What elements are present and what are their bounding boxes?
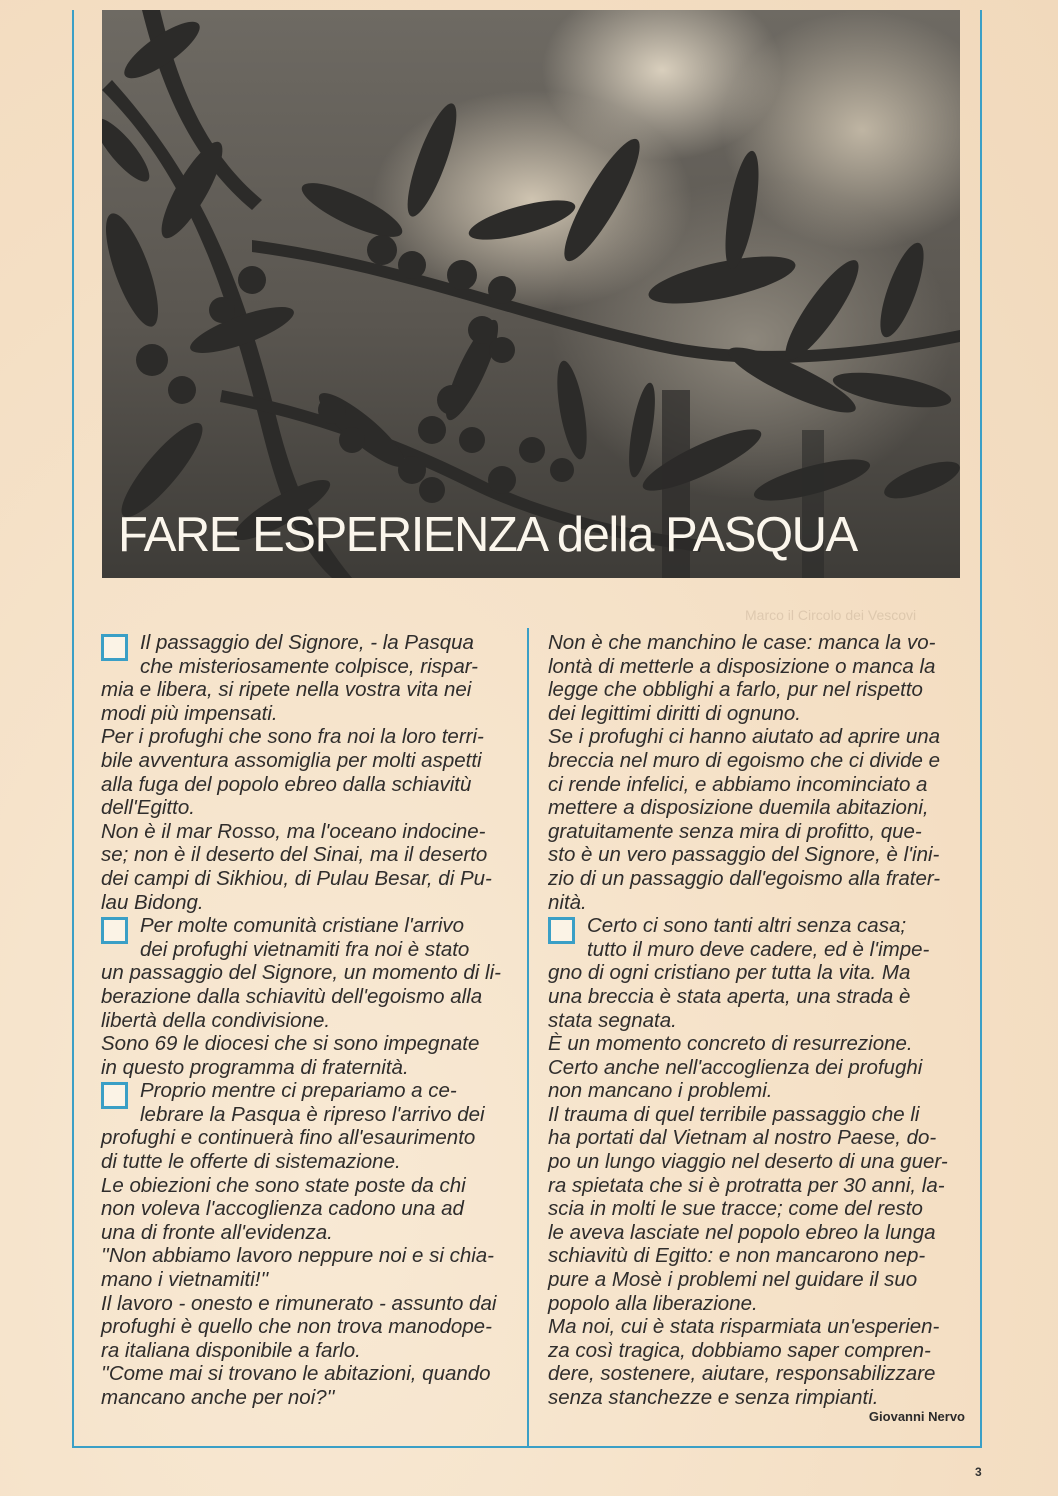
frame-line-right: [980, 10, 982, 1448]
paragraph: [101, 631, 509, 725]
paragraph: [101, 1292, 509, 1363]
text-line: mano i vietnamiti!'': [101, 1268, 269, 1292]
text-line: gno di ogni cristiano per tutta la vita. Ma: [548, 961, 911, 985]
text-line: Per molte comunità cristiane l'arrivo: [140, 914, 465, 938]
text-line: Ma noi, cui è stata risparmiata un'esperien-: [548, 1315, 940, 1339]
text-line: ra spietata che si è protratta per 30 anni, la-: [548, 1173, 945, 1197]
square-bullet-icon: [101, 917, 128, 944]
text-line: lontà di metterle a disposizione o manca la: [548, 654, 936, 678]
text-line: Proprio mentre ci prepariamo a ce-: [140, 1079, 457, 1103]
text-line: lebrare la Pasqua è ripreso l'arrivo dei: [140, 1102, 485, 1126]
text-line: ra italiana disponibile a farlo.: [101, 1338, 361, 1362]
text-line: È un momento concreto di resurrezione.: [548, 1032, 913, 1056]
text-line: una di fronte all'evidenza.: [101, 1220, 333, 1244]
header-photo-olive-branches: [102, 10, 960, 578]
text-line: gratuitamente senza mira di profitto, que-: [548, 819, 922, 843]
text-line: non mancano i problemi.: [548, 1079, 773, 1103]
text-line: profughi è quello che non trova manodope-: [101, 1315, 492, 1339]
text-line: senza stanchezze e senza rimpianti.: [548, 1386, 879, 1409]
text-line: mettere a disposizione duemila abitazioni,: [548, 796, 929, 820]
text-line: ''Come mai si trovano le abitazioni, quando: [101, 1362, 491, 1386]
page-number: 3: [975, 1465, 982, 1479]
paragraph: [101, 1079, 509, 1173]
text-line: una breccia è stata aperta, una strada è: [548, 984, 911, 1008]
paragraph: [101, 1174, 509, 1245]
text-line: stata segnata.: [548, 1008, 677, 1032]
text-line: le aveva lasciate nel popolo ebreo la lunga: [548, 1220, 936, 1244]
square-bullet-icon: [548, 917, 575, 944]
paragraph: [101, 914, 509, 1032]
paragraph: [548, 631, 963, 725]
text-line: dei profughi vietnamiti fra noi è stato: [140, 937, 470, 961]
text-line: Il passaggio del Signore, - la Pasqua: [140, 631, 474, 654]
text-line: profughi e continuerà fino all'esaurimento: [101, 1126, 476, 1150]
text-line: alla fuga del popolo ebreo dalla schiavitù: [101, 772, 472, 796]
paragraph: [101, 1244, 509, 1291]
text-line: di tutte le offerte di sistemazione.: [101, 1150, 401, 1174]
text-line: non voleva l'accoglienza cadono una ad: [101, 1197, 464, 1221]
paragraph: [548, 1103, 963, 1315]
text-line: Le obiezioni che sono state poste da chi: [101, 1173, 466, 1197]
text-line: zio di un passaggio dall'egoismo alla frater-: [548, 866, 941, 890]
square-bullet-icon: [101, 634, 128, 661]
text-line: berazione dalla schiavitù dell'egoismo alla: [101, 984, 483, 1008]
author-byline: Giovanni Nervo: [868, 1409, 965, 1424]
paragraph: [101, 820, 509, 914]
paragraph: [101, 1032, 509, 1079]
text-line: se; non è il deserto del Sinai, ma il deserto: [101, 843, 488, 867]
paragraph: [548, 1315, 963, 1409]
text-line: dell'Egitto.: [101, 796, 195, 820]
text-line: in questo programma di fraternità.: [101, 1055, 409, 1079]
paragraph: [548, 914, 963, 1032]
text-line: lau Bidong.: [101, 890, 204, 914]
text-line: popolo alla liberazione.: [548, 1291, 758, 1315]
text-line: Non è che manchino le case: manca la vo-: [548, 631, 936, 654]
text-line: mia e libera, si ripete nella vostra vita nei: [101, 678, 472, 702]
text-line: dei campi di Sikhiou, di Pulau Besar, di Pu-: [101, 866, 492, 890]
text-line: tutto il muro deve cadere, ed è l'impe-: [587, 937, 930, 961]
text-line: breccia nel muro di egoismo che ci divide e: [548, 748, 940, 772]
text-line: Certo anche nell'accoglienza dei profughi: [548, 1055, 923, 1079]
text-line: bile avventura assomiglia per molti aspetti: [101, 748, 482, 772]
article-title: FARE ESPERIENZA della PASQUA: [118, 508, 857, 562]
text-line: legge che obblighi a farlo, pur nel rispetto: [548, 678, 923, 702]
text-line: ha portati dal Vietnam al nostro Paese, do-: [548, 1126, 937, 1150]
square-bullet-icon: [101, 1082, 128, 1109]
paragraph: [101, 1362, 509, 1409]
text-line: Il trauma di quel terribile passaggio che li: [548, 1102, 920, 1126]
text-line: dei legittimi diritti di ognuno.: [548, 701, 801, 725]
olive-branch-illustration: [102, 10, 960, 578]
text-line: ''Non abbiamo lavoro neppure noi e si chia-: [101, 1244, 495, 1268]
text-line: po un lungo viaggio nel deserto di una guer-: [548, 1150, 948, 1174]
text-line: sto è un vero passaggio del Signore, è l'ini-: [548, 843, 940, 867]
text-line: za così tragica, dobbiamo saper compren-: [548, 1338, 931, 1362]
text-line: pure a Mosè i problemi nel guidare il suo: [548, 1268, 918, 1292]
text-line: modi più impensati.: [101, 701, 278, 725]
show-through-text: Marco il Circolo dei Vescovi: [745, 607, 917, 623]
text-line: Certo ci sono tanti altri senza casa;: [587, 914, 907, 938]
text-line: libertà della condivisione.: [101, 1008, 331, 1032]
text-line: ci rende infelici, e abbiamo incominciato a: [548, 772, 928, 796]
text-line: un passaggio del Signore, un momento di li-: [101, 961, 501, 985]
frame-line-left: [72, 10, 74, 1448]
text-line: scia in molti le sue tracce; come del resto: [548, 1197, 923, 1221]
text-line: Per i profughi che sono fra noi la loro terri-: [101, 725, 484, 749]
text-line: Non è il mar Rosso, ma l'oceano indocine-: [101, 819, 486, 843]
column-divider: [527, 628, 529, 1447]
article-column-left: [101, 631, 509, 1410]
text-line: schiavitù di Egitto: e non mancarono nep-: [548, 1244, 926, 1268]
text-line: dere, sostenere, aiutare, responsabilizzare: [548, 1362, 936, 1386]
text-line: Se i profughi ci hanno aiutato ad aprire una: [548, 725, 941, 749]
text-line: che misteriosamente colpisce, rispar-: [140, 654, 478, 678]
text-line: mancano anche per noi?'': [101, 1386, 335, 1409]
text-line: Il lavoro - onesto e rimunerato - assunto dai: [101, 1291, 497, 1315]
text-line: nità.: [548, 890, 587, 914]
paragraph: [548, 1032, 963, 1103]
article-column-right: [548, 631, 963, 1410]
paragraph: [548, 725, 963, 914]
text-line: Sono 69 le diocesi che si sono impegnate: [101, 1032, 480, 1056]
paragraph: [101, 725, 509, 819]
